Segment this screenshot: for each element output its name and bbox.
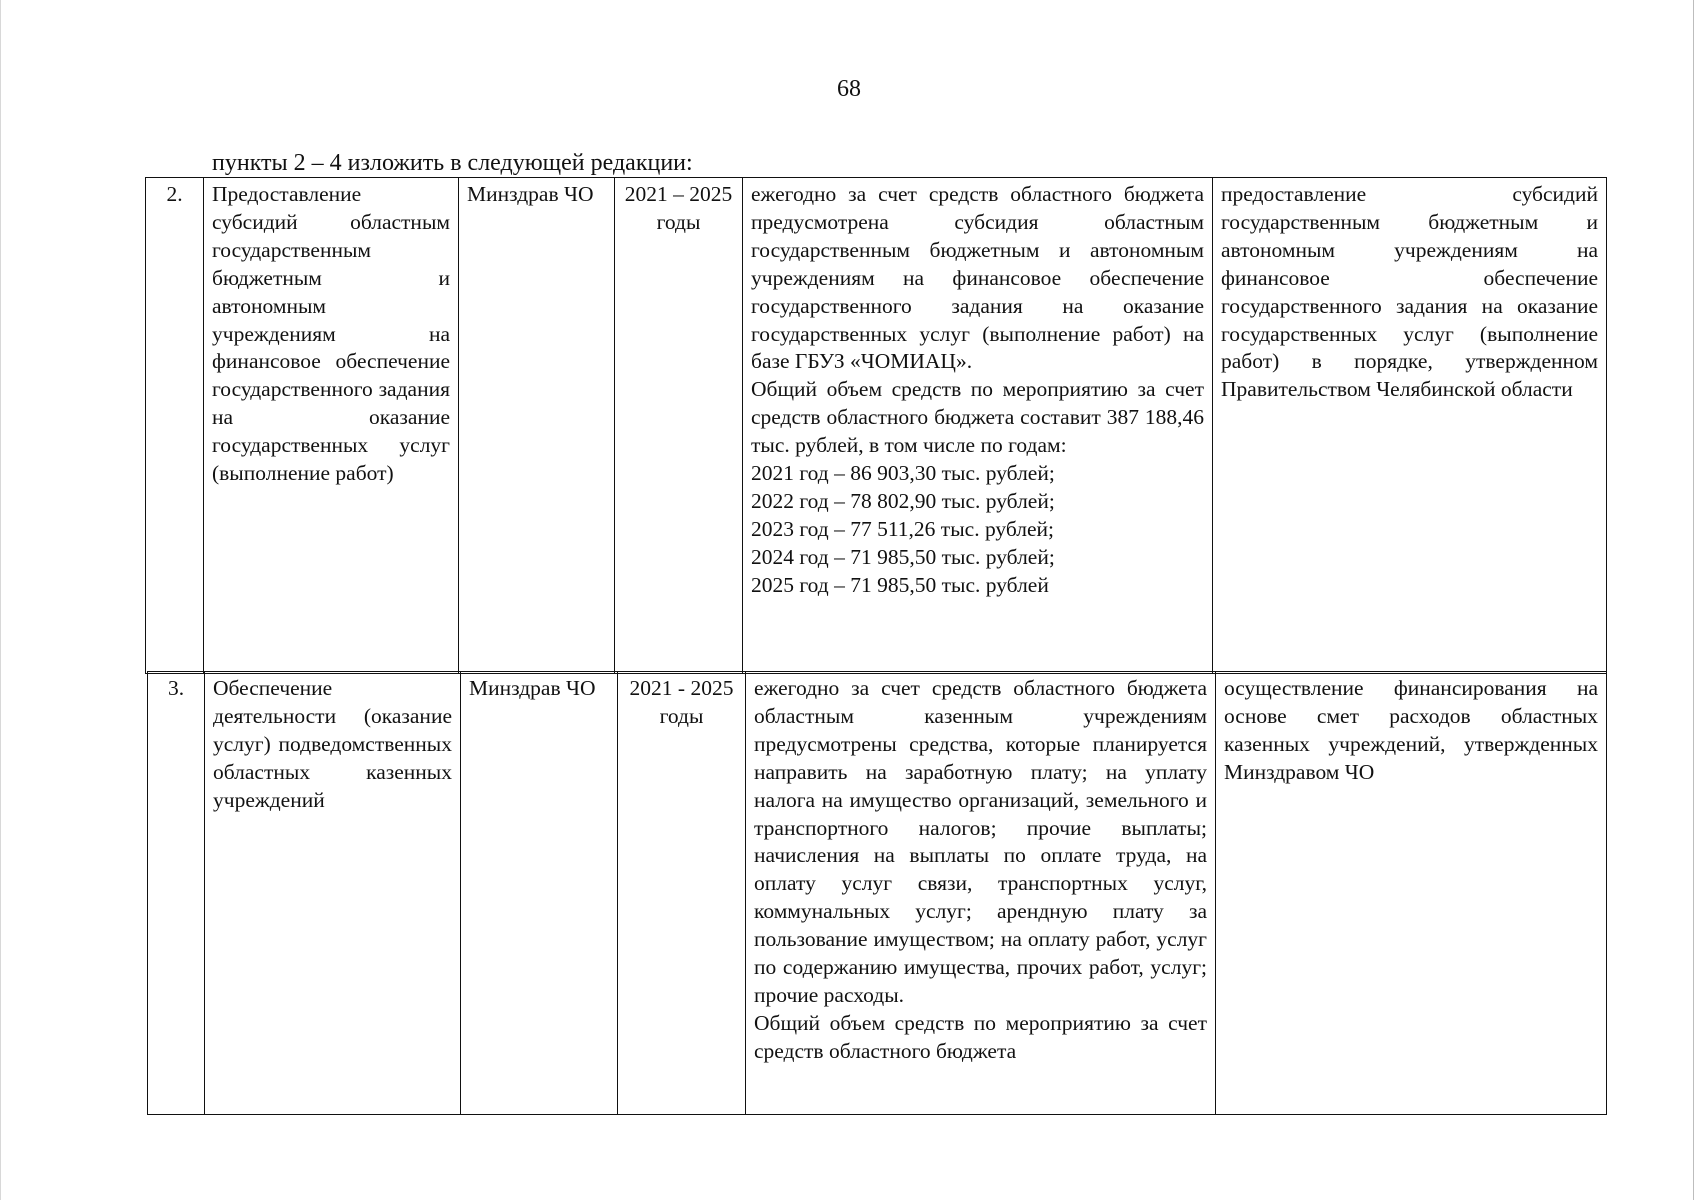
funding-year-line: 2022 год – 78 802,90 тыс. рублей; [751, 488, 1055, 513]
implementation-period: 2021 – 2025 годы [615, 178, 743, 674]
funding-year-line: 2021 год – 86 903,30 тыс. рублей; [751, 461, 1055, 486]
executor: Минздрав ЧО [459, 178, 615, 674]
activities-table-part-2 [147, 671, 1607, 1115]
funding-year-line: 2025 год – 71 985,50 тыс. рублей [751, 572, 1049, 597]
funding-cell [743, 178, 1213, 674]
activity-name: Предоставление субсидий областным государственным бюджетным и автономным учреждениям на финансовое обеспечение государственного задания на оказание государственных услуг (выполнение работ) [204, 178, 459, 674]
expected-result: предоставление субсидий государственным бюджетным и автономным учреждениям на финансовое обеспечение государственного задания на оказание государственных услуг (выполнение работ) в порядке, утвержденном Правительством Челябинской области [1213, 178, 1607, 674]
funding-description: ежегодно за счет средств областного бюджета предусмотрена субсидия областным государственным бюджетным и автономным учреждениям на финансовое обеспечение государственного задания на оказание государственных услуг (выполнение работ) на базе ГБУЗ «ЧОМИАЦ». [751, 182, 1204, 374]
page-number: 68 [837, 76, 861, 102]
scan-edge-right [1693, 0, 1694, 1200]
activity-name: Обеспечение деятельности (оказание услуг) подведомственных областных казенных учреждений [205, 672, 461, 1115]
funding-cell [746, 672, 1216, 1115]
row-number: 2. [146, 178, 204, 674]
table-row [148, 672, 1607, 1115]
table-row [146, 178, 1607, 674]
funding-total: Общий объем средств по мероприятию за счет средств областного бюджета [754, 1010, 1207, 1063]
funding-year-line: 2024 год – 71 985,50 тыс. рублей; [751, 544, 1055, 569]
row-number: 3. [148, 672, 205, 1115]
implementation-period: 2021 - 2025 годы [618, 672, 746, 1115]
funding-description: ежегодно за счет средств областного бюджета областным казенным учреждениям предусмотрены средства, которые планируется направить на заработную плату; на уплату налога на имущество организаций, земельного и транспортного налогов; прочие выплаты; начисления на выплаты по оплате труда, на оплату услуг связи, транспортных услуг, коммунальных услуг; арендную плату за пользование имуществом; на оплату работ, услуг по содержанию имущества, прочих работ, услуг; прочие расходы. [754, 676, 1207, 1007]
expected-result: осуществление финансирования на основе смет расходов областных казенных учреждений, утвержденных Минздравом ЧО [1216, 672, 1607, 1115]
intro-text: пункты 2 – 4 изложить в следующей редакции: [212, 150, 693, 176]
activities-table-part-1 [145, 177, 1607, 674]
executor: Минздрав ЧО [461, 672, 618, 1115]
funding-total: Общий объем средств по мероприятию за счет средств областного бюджета составит 387 188,46 тыс. рублей, в том числе по годам: [751, 377, 1204, 458]
scan-edge-left [0, 0, 1, 1200]
funding-year-line: 2023 год – 77 511,26 тыс. рублей; [751, 516, 1055, 541]
